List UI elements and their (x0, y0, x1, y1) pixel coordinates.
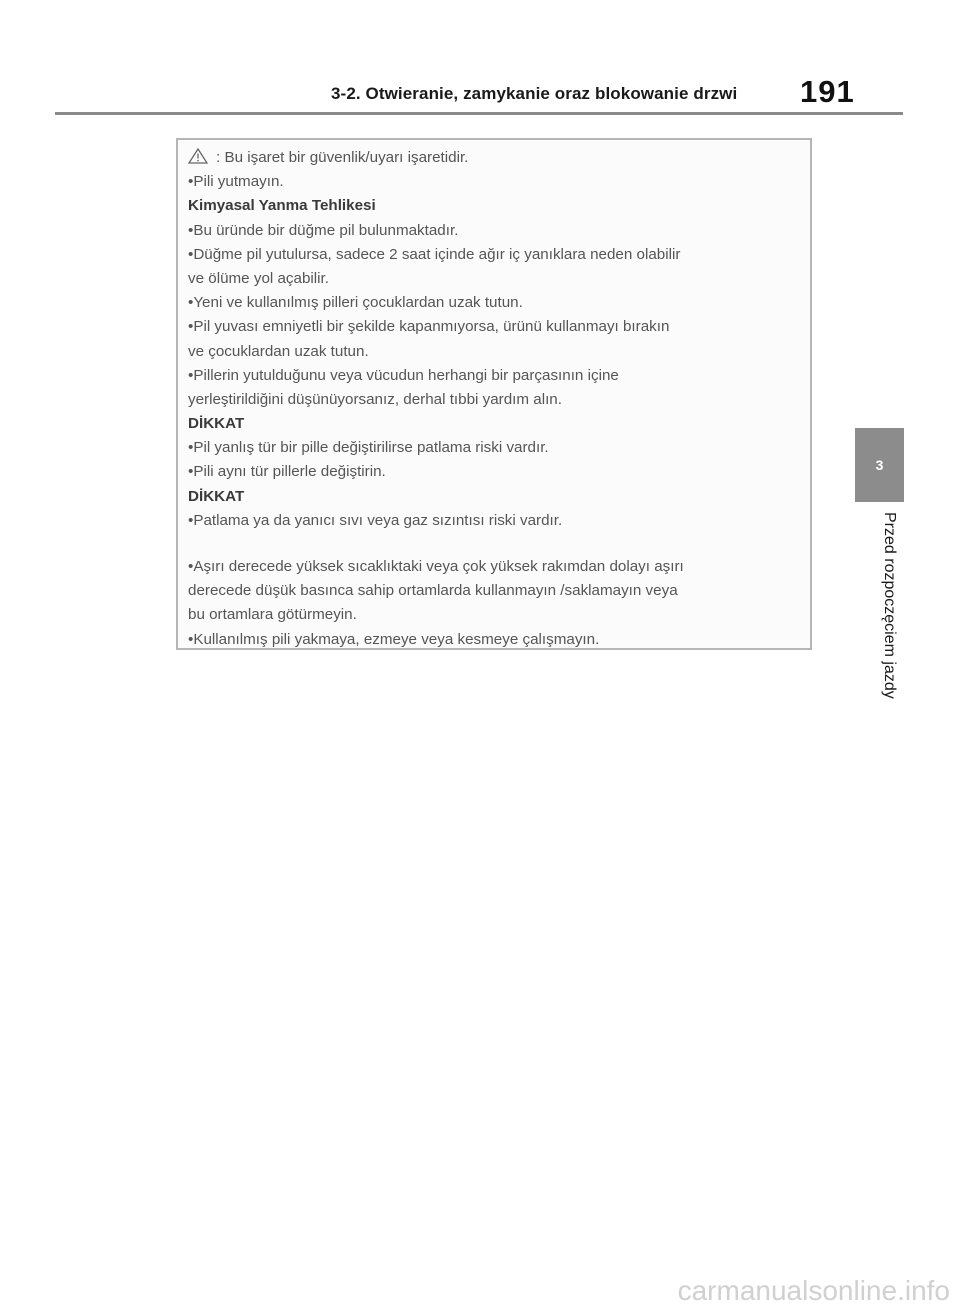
warning-line: : Bu işaret bir güvenlik/uyarı işaretidir. (188, 146, 802, 170)
chapter-tab (855, 428, 904, 502)
warning-line: yerleştirildiğini düşünüyorsanız, derhal tıbbi yardım alın. (188, 390, 562, 408)
warning-line: •Kullanılmış pili yakmaya, ezmeye veya kesmeye çalışmayın. (188, 630, 600, 648)
warning-line: derecede düşük basınca sahip ortamlarda kullanmayın /saklamayın veya (188, 582, 678, 600)
chapter-number: 3 (875, 457, 884, 473)
warning-line: •Pillerin yutulduğunu veya vücudun herhangi bir parçasının içine (188, 366, 619, 384)
warning-line: •Yeni ve kullanılmış pilleri çocuklardan uzak tutun. (188, 294, 523, 312)
header-divider (55, 112, 903, 115)
warning-line: •Bu üründe bir düğme pil bulunmaktadır. (188, 221, 459, 239)
warning-line: bu ortamlara götürmeyin. (188, 606, 357, 624)
chapter-label: Przed rozpoczęciem jazdy (881, 512, 898, 699)
page-number: 191 (800, 74, 855, 109)
warning-line: •Pil yuvası emniyetli bir şekilde kapanmıyorsa, ürünü kullanmayı bırakın (188, 318, 670, 336)
warning-line: •Düğme pil yutulursa, sadece 2 saat içinde ağır iç yanıklara neden olabilir (188, 245, 681, 263)
warning-line: ve ölüme yol açabilir. (188, 269, 329, 287)
warning-line: •Pili yutmayın. (188, 173, 284, 191)
site-watermark: carmanualsonline.info (677, 1275, 950, 1306)
warning-line: •Pili aynı tür pillerle değiştirin. (188, 463, 386, 481)
warning-line: •Aşırı derecede yüksek sıcaklıktaki veya çok yüksek rakımdan dolayı aşırı (188, 558, 684, 575)
warning-line: •Patlama ya da yanıcı sıvı veya gaz sızıntısı riski vardır. (188, 511, 563, 529)
warning-heading: Kimyasal Yanma Tehlikesi (188, 197, 376, 215)
warning-triangle-icon (188, 148, 208, 164)
section-title: 3-2. Otwieranie, zamykanie oraz blokowanie drzwi (331, 84, 738, 103)
warning-line: •Pil yanlış tür bir pille değiştirilirse patlama riski vardır. (188, 439, 549, 457)
warning-heading: DİKKAT (188, 415, 245, 433)
warning-line: ve çocuklardan uzak tutun. (188, 342, 369, 360)
battery-warning-box (176, 138, 812, 650)
warning-heading: DİKKAT (188, 487, 245, 505)
